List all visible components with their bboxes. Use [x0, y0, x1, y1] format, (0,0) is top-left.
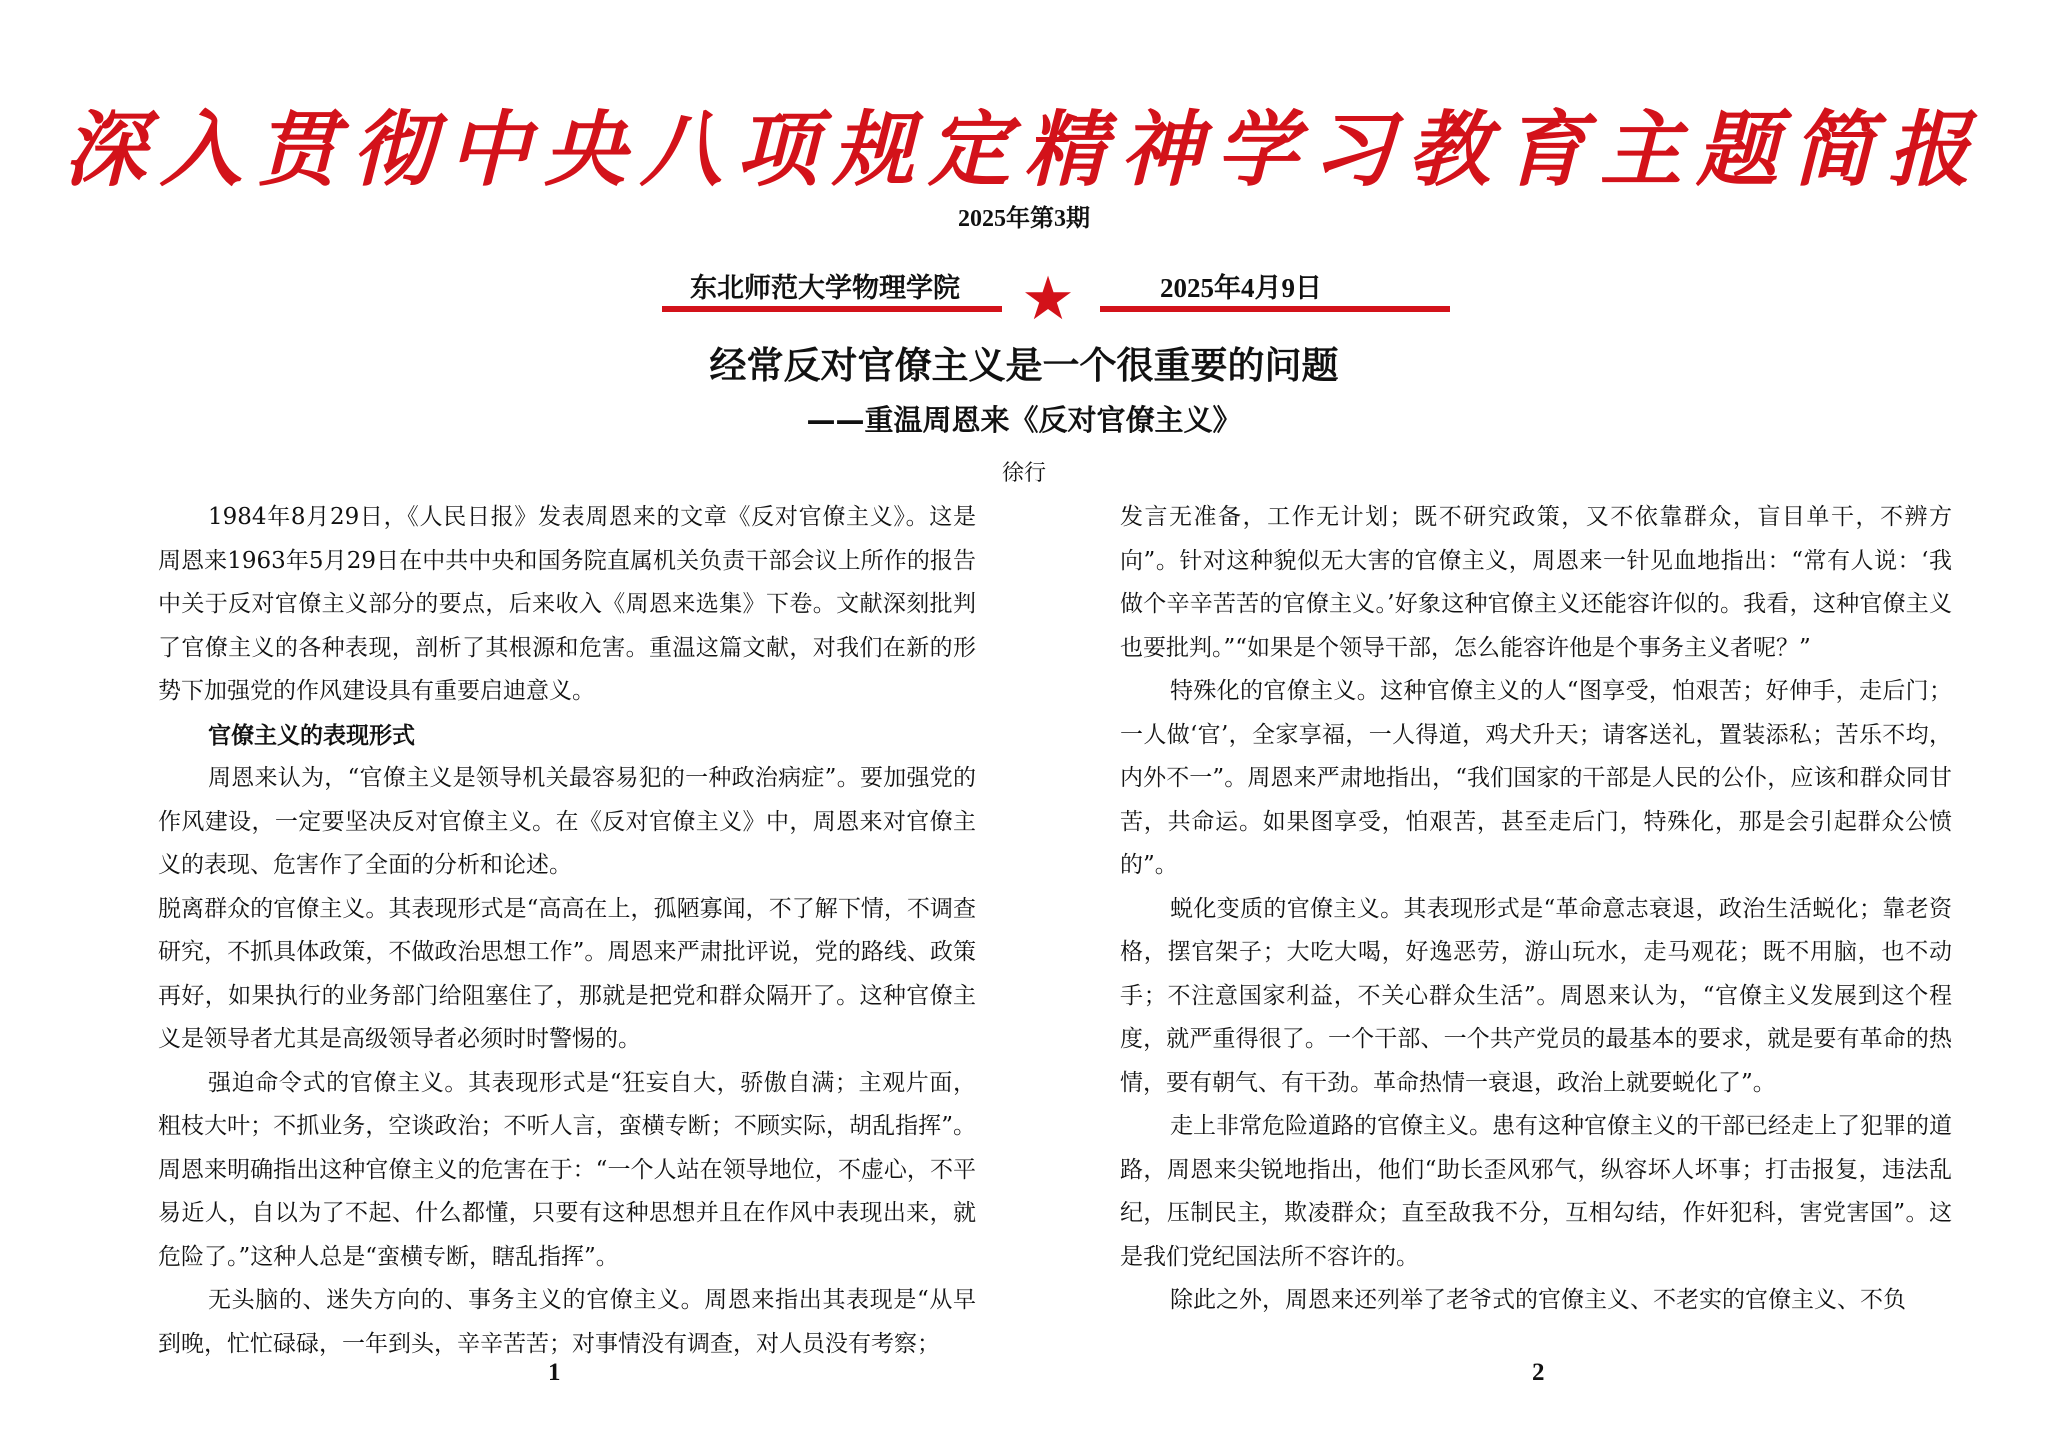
paragraph: 蜕化变质的官僚主义。其表现形式是“革命意志衰退，政治生活蜕化；靠老资格，摆官架子；大吃大喝，好逸恶劳，游山玩水，走马观花；既不用脑，也不动手；不注意国家利益，不关心群众生活”。周恩来认为，“官僚主义发展到这个程度，就严重得很了。一个干部、一个共产党员的最基本的要求，就是要有革命的热情，要有朝气、有干劲。革命热情一衰退，政治上就要蜕化了”。 [1120, 895, 1952, 1096]
paragraph: 脱离群众的官僚主义。其表现形式是“高高在上，孤陋寡闻，不了解下情，不调查研究，不抓具体政策，不做政治思想工作”。周恩来严肃批评说，党的路线、政策再好，如果执行的业务部门给阻塞住了，那就是把党和群众隔开了。这种官僚主义是领导者尤其是高级领导者必须时时警惕的。 [158, 895, 976, 1052]
masthead-title: 深入贯彻中央八项规定精神学习教育主题简报 [64, 102, 1984, 198]
page-number-left: 1 [548, 1359, 561, 1386]
paragraph: 走上非常危险道路的官僚主义。患有这种官僚主义的干部已经走上了犯罪的道路，周恩来尖锐地指出，他们“助长歪风邪气，纵容坏人坏事；打击报复，违法乱纪，压制民主，欺凌群众；直至敌我不分，互相勾结，作奸犯科，害党害国”。这是我们党纪国法所不容许的。 [1120, 1113, 1952, 1270]
right-column [1120, 496, 1952, 1323]
red-star-icon: ★ [1021, 264, 1075, 334]
header-divider-right [1100, 306, 1450, 312]
paragraph: 特殊化的官僚主义。这种官僚主义的人“图享受，怕艰苦；好伸手，走后门；一人做‘官’，全家享福，一人得道，鸡犬升天；请客送礼，置装添私；苦乐不均，内外不一”。周恩来严肃地指出，“我们国家的干部是人民的公仆，应该和群众同甘苦，共命运。如果图享受，怕艰苦，甚至走后门，特殊化，那是会引起群众公愤的”。 [1120, 678, 1952, 878]
paragraph: 强迫命令式的官僚主义。其表现形式是“狂妄自大，骄傲自满；主观片面，粗枝大叶；不抓业务，空谈政治；不听人言，蛮横专断；不顾实际，胡乱指挥”。周恩来明确指出这种官僚主义的危害在于：“一个人站在领导地位，不虚心，不平易近人，自以为了不起、什么都懂，只要有这种思想并且在作风中表现出来，就危险了。”这种人总是“蛮横专断，瞎乱指挥”。 [158, 1069, 976, 1270]
paragraph: 周恩来认为，“官僚主义是领导机关最容易犯的一种政治病症”。要加强党的作风建设，一定要坚决反对官僚主义。在《反对官僚主义》中，周恩来对官僚主义的表现、危害作了全面的分析和论述。 [158, 765, 976, 878]
organization-name: 东北师范大学物理学院 [690, 273, 960, 303]
article-author: 徐行 [1001, 461, 1046, 486]
paragraph: 无头脑的、迷失方向的、事务主义的官僚主义。周恩来指出其表现是“从早到晚，忙忙碌碌，一年到头，辛辛苦苦；对事情没有调查，对人员没有考察； [158, 1287, 976, 1357]
paragraph: 除此之外，周恩来还列举了老爷式的官僚主义、不老实的官僚主义、不负 [1170, 1287, 1906, 1313]
header-divider-left [662, 306, 1002, 312]
left-column [158, 496, 976, 1366]
publish-date: 2025年4月9日 [1160, 273, 1322, 303]
article-subtitle: ——重温周恩来《反对官僚主义》 [806, 403, 1242, 437]
issue-number: 2025年第3期 [958, 206, 1090, 232]
paragraph: 1984年8月29日，《人民日报》发表周恩来的文章《反对官僚主义》。这是周恩来1963年5月29日在中共中央和国务院直属机关负责干部会议上所作的报告中关于反对官僚主义部分的要点，后来收入《周恩来选集》下卷。文献深刻批判了官僚主义的各种表现，剖析了其根源和危害。重温这篇文献，对我们在新的形势下加强党的作风建设具有重要启迪意义。 [158, 504, 976, 704]
article-title: 经常反对官僚主义是一个很重要的问题 [709, 344, 1339, 387]
page-number-right: 2 [1532, 1359, 1545, 1386]
paragraph: 发言无准备，工作无计划；既不研究政策，又不依靠群众，盲目单干，不辨方向”。针对这种貌似无大害的官僚主义，周恩来一针见血地指出：“常有人说：‘我做个辛辛苦苦的官僚主义。’好象这种官僚主义还能容许似的。我看，这种官僚主义也要批判。”“如果是个领导干部，怎么能容许他是个事务主义者呢？” [1120, 504, 1952, 661]
section-heading: 官僚主义的表现形式 [208, 721, 415, 749]
